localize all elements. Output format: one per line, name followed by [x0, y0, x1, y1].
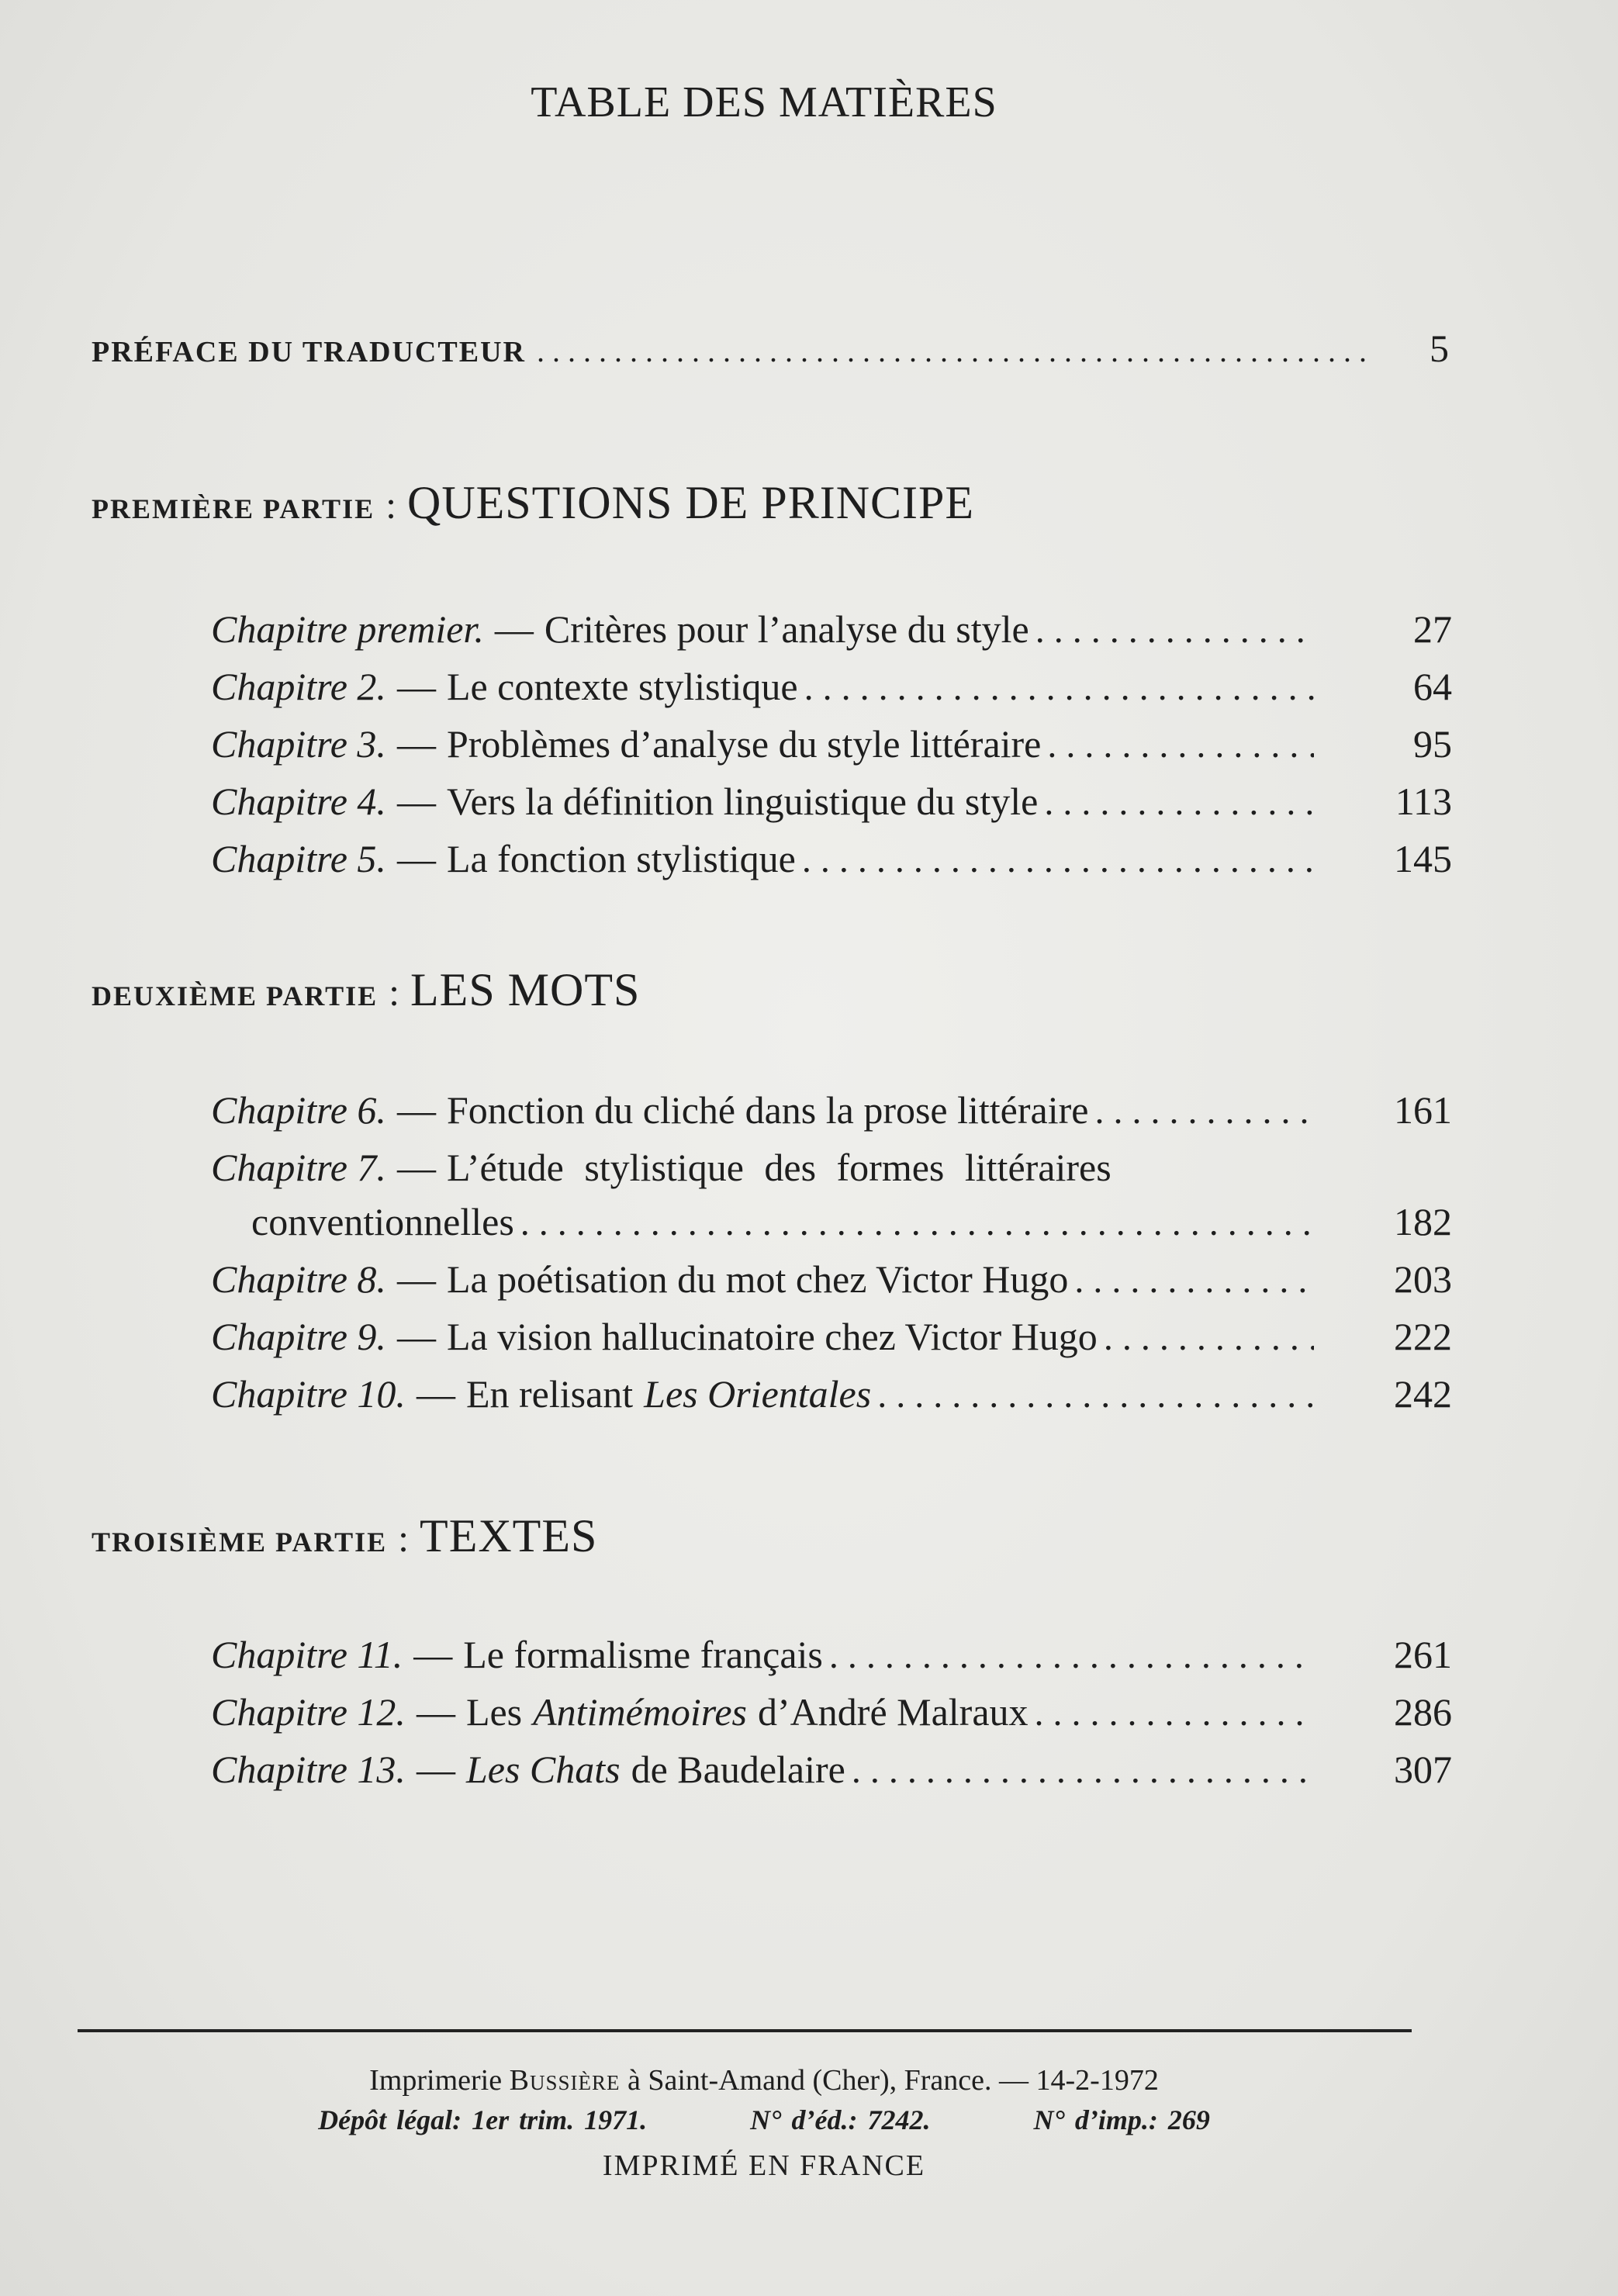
leader-dots: [829, 1634, 1314, 1677]
dash: —: [413, 1633, 453, 1676]
dash: —: [416, 1748, 455, 1791]
colophon-legal-deposit: Dépôt légal: 1er trim. 1971.: [318, 2104, 648, 2135]
chapter-label: Chapitre 8.: [211, 1257, 386, 1301]
chapter-page: 222: [1394, 1315, 1452, 1358]
dash: —: [396, 837, 436, 880]
chapter-page: 27: [1413, 607, 1452, 651]
chapter-entry: [211, 1689, 1452, 1747]
chapter-label: Chapitre 9.: [211, 1315, 386, 1358]
chapter-page: 182: [1394, 1200, 1452, 1243]
chapter-page: 286: [1394, 1690, 1452, 1734]
colophon-printer-name: Bussière: [509, 2064, 621, 2097]
chapter-entry: [211, 1087, 1452, 1145]
chapter-entry: [211, 607, 1452, 664]
dash: —: [396, 1257, 436, 1301]
chapter-entry: [211, 721, 1452, 779]
chapter-label: Chapitre 4.: [211, 780, 386, 823]
chapter-label: Chapitre 2.: [211, 665, 386, 708]
part-separator: :: [389, 970, 400, 1014]
chapter-entry: [211, 1314, 1452, 1371]
chapter-label: Chapitre premier.: [211, 607, 484, 651]
chapter-title: En relisant: [465, 1372, 634, 1416]
leader-dots: [1074, 1259, 1314, 1302]
chapter-page: 161: [1394, 1088, 1452, 1132]
dash: —: [396, 722, 436, 766]
part-separator: :: [385, 483, 396, 527]
chapter-list-2: [211, 1087, 1452, 1429]
chapter-list-3: [211, 1632, 1452, 1804]
chapter-title: Vers la définition linguistique du style: [446, 780, 1039, 823]
chapter-label: Chapitre 5.: [211, 837, 386, 880]
leader-dots: [1035, 609, 1314, 652]
chapter-title: Le contexte stylistique: [446, 665, 798, 708]
dash: —: [396, 1315, 436, 1358]
leader-dots: [877, 1374, 1314, 1416]
leader-dots: [1047, 724, 1314, 766]
colophon-line-2: [0, 2104, 1528, 2136]
chapter-title: Les: [465, 1690, 523, 1734]
chapter-title: L’étude stylistique des formes littéraires: [446, 1146, 1112, 1189]
chapter-list-1: [211, 607, 1452, 894]
chapter-label: Chapitre 6.: [211, 1088, 386, 1132]
chapter-page: 64: [1413, 665, 1452, 708]
chapter-title-italic: Les Orientales: [644, 1372, 872, 1416]
leader-dots: [1035, 1692, 1314, 1734]
chapter-title-italic: Les Chats: [465, 1748, 621, 1791]
chapter-label: Chapitre 11.: [211, 1633, 403, 1676]
colophon-printer-prefix: Imprimerie: [369, 2064, 503, 2097]
dash: —: [396, 1088, 436, 1132]
chapter-label: Chapitre 7.: [211, 1146, 386, 1189]
dash: —: [396, 665, 436, 708]
leader-dots: [802, 839, 1314, 881]
chapter-label: Chapitre 3.: [211, 722, 386, 766]
leader-dots: [1104, 1316, 1314, 1359]
chapter-page: 113: [1395, 780, 1452, 823]
chapter-entry: [211, 836, 1452, 894]
chapter-entry: [211, 1632, 1452, 1689]
part-name: LES MOTS: [410, 964, 641, 1015]
chapter-title: La fonction stylistique: [446, 837, 796, 880]
chapter-title: La vision hallucinatoire chez Victor Hugo: [446, 1315, 1098, 1358]
chapter-label: Chapitre 13.: [211, 1748, 406, 1791]
part-label: PREMIÈRE PARTIE: [92, 493, 375, 524]
leader-dots: [520, 1202, 1314, 1244]
colophon-print-number: N° d’imp.: 269: [1033, 2104, 1210, 2135]
chapter-title: Le formalisme français: [463, 1633, 823, 1676]
leader-dots: [537, 333, 1376, 369]
part-name: QUESTIONS DE PRINCIPE: [407, 477, 975, 528]
part-name: TEXTES: [420, 1510, 598, 1561]
leader-dots: [852, 1749, 1314, 1792]
part-label: DEUXIÈME PARTIE: [92, 980, 379, 1011]
part-heading-3: [92, 1509, 597, 1563]
chapter-title: d’André Malraux: [758, 1690, 1029, 1734]
part-heading-1: [92, 476, 974, 530]
page-title: TABLE DES MATIÈRES: [531, 78, 997, 126]
chapter-title-continuation: conventionnelles: [251, 1200, 514, 1243]
chapter-title: de Baudelaire: [631, 1748, 845, 1791]
chapter-title: La poétisation du mot chez Victor Hugo: [446, 1257, 1069, 1301]
chapter-title: Problèmes d’analyse du style littéraire: [446, 722, 1042, 766]
part-label: TROISIÈME PARTIE: [92, 1527, 388, 1558]
chapter-page: 261: [1394, 1633, 1452, 1676]
colophon-printer-place: à Saint-Amand (Cher), France. — 14-2-1972: [627, 2064, 1159, 2097]
leader-dots: [804, 666, 1314, 709]
part-separator: :: [398, 1516, 410, 1560]
chapter-entry-continuation: [211, 1199, 1452, 1257]
chapter-page: 242: [1394, 1372, 1452, 1416]
chapter-label: Chapitre 12.: [211, 1690, 406, 1734]
colophon-line-1: [0, 2063, 1528, 2097]
part-heading-2: [92, 963, 640, 1017]
chapter-page: 203: [1394, 1257, 1452, 1301]
chapter-entry: [211, 779, 1452, 836]
preface-label: PRÉFACE DU TRADUCTEUR: [92, 336, 526, 368]
dash: —: [416, 1690, 455, 1734]
chapter-title: Fonction du cliché dans la prose littéraire: [446, 1088, 1089, 1132]
divider-rule: [78, 2029, 1412, 2032]
chapter-page: 307: [1394, 1748, 1452, 1791]
preface-page: 5: [1430, 327, 1449, 370]
dash: —: [494, 607, 534, 651]
chapter-entry: [211, 1145, 1452, 1199]
leader-dots: [1044, 781, 1314, 824]
chapter-page: 145: [1394, 837, 1452, 880]
chapter-entry: [211, 1371, 1452, 1429]
colophon-printed-in: IMPRIMÉ EN FRANCE: [602, 2149, 926, 2182]
leader-dots: [1094, 1090, 1314, 1132]
chapter-page: 95: [1413, 722, 1452, 766]
dash: —: [396, 1146, 436, 1189]
chapter-label: Chapitre 10.: [211, 1372, 406, 1416]
chapter-title: Critères pour l’analyse du style: [544, 607, 1029, 651]
dash: —: [416, 1372, 455, 1416]
chapter-entry: [211, 664, 1452, 721]
colophon-edition-number: N° d’éd.: 7242.: [750, 2104, 931, 2135]
chapter-entry: [211, 1257, 1452, 1314]
dash: —: [396, 780, 436, 823]
chapter-title-italic: Antimémoires: [533, 1690, 748, 1734]
preface-entry: [92, 326, 1449, 371]
chapter-entry: [211, 1747, 1452, 1804]
